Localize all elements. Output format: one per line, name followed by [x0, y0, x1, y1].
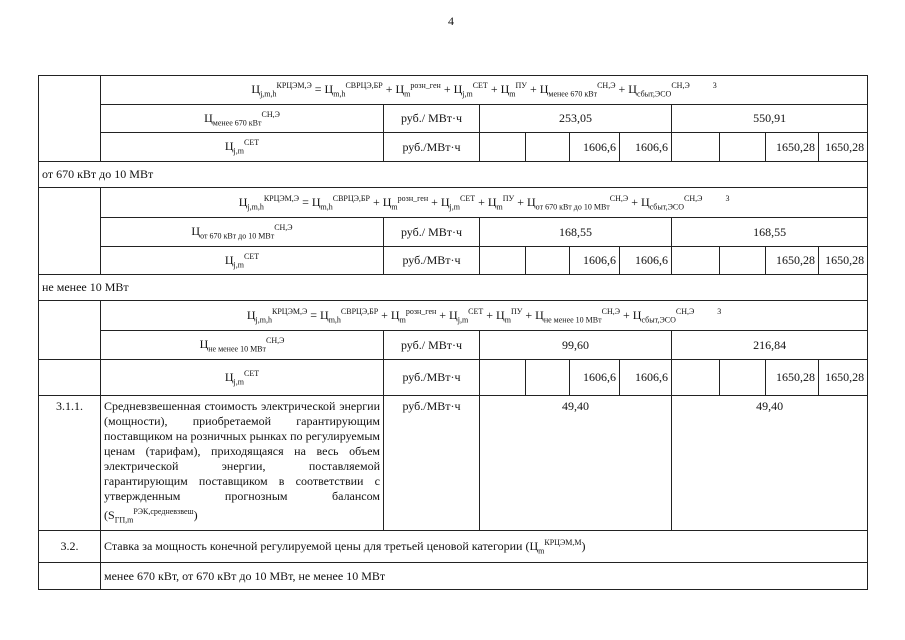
value-cell: 1650,28	[766, 247, 819, 275]
value-cell: 49,40	[672, 396, 868, 531]
row-number: 3.1.1.	[39, 396, 101, 531]
value-cell: 1650,28	[766, 133, 819, 162]
value-cell: 1606,6	[620, 360, 672, 396]
set-symbol: $Ц_{j,m}^{СЕТ}$	[101, 133, 384, 162]
section-label: от 670 кВт до 10 МВт	[39, 162, 868, 188]
unit-cell: руб./ МВт·ч	[384, 105, 480, 133]
row-description: Средневзвешенная стоимость электрической энергии (мощности), приобретаемой гарантирующим поставщиком на розничных рынках по регулируемым ценам (тарифам), приходящаяся на весь объем электрической энергии, поставляемой гарантирующим поставщиком в соответствии с утвержденным прогнозным балансом $(S_{ГП,m}^{РЭК,средневзвеш})$	[101, 396, 384, 531]
value-cell: 253,05	[480, 105, 672, 133]
set-symbol: $Ц_{j,m}^{СЕТ}$	[101, 247, 384, 275]
footnote-ref: 3	[712, 81, 717, 91]
unit-cell: руб./ МВт·ч	[384, 218, 480, 247]
page-number: 4	[448, 14, 454, 28]
value-cell: 1650,28	[766, 360, 819, 396]
row-description: Ставка за мощность конечной регулируемой цены для третьей ценовой категории $(Ц_m^{КРЦЭМ,М})$	[101, 531, 868, 563]
unit-cell: руб./МВт·ч	[384, 396, 480, 531]
formula-row: $Ц_{j,m,h}^{КРЦЭМ,Э} = Ц_{m,h}^{СВРЦЭ,БР} + Ц_m^{розн\_ген} + Ц_{j,m}^{СЕТ} + Ц_m^{ПУ} + Ц_{от 670 кВт до 10 МВт}^{СН,Э} + Ц_{сбыт,ЭСО}^{СН,Э}$ $^3$	[101, 188, 868, 218]
tariff-table	[38, 75, 868, 590]
formula-row: $Ц_{j,m,h}^{КРЦЭМ,Э} = Ц_{m,h}^{СВРЦЭ,БР} + Ц_m^{розн\_ген} + Ц_{j,m}^{СЕТ} + Ц_m^{ПУ} + Ц_{не менее 10 МВт}^{СН,Э} + Ц_{сбыт,ЭСО}^{СН,Э}$ $^3$	[101, 301, 868, 331]
value-cell: 49,40	[480, 396, 672, 531]
value-cell: 216,84	[672, 331, 868, 360]
unit-cell: руб./МВт·ч	[384, 133, 480, 162]
sn-symbol: $Ц_{не менее 10 МВт}^{СН,Э}$	[101, 331, 384, 360]
value-cell: 1606,6	[620, 247, 672, 275]
value-cell: 99,60	[480, 331, 672, 360]
value-cell: 1606,6	[570, 360, 620, 396]
value-cell: 168,55	[480, 218, 672, 247]
sn-symbol: $Ц_{менее 670 кВт}^{СН,Э}$	[101, 105, 384, 133]
num-cell-empty	[39, 76, 101, 162]
num-cell-empty	[39, 301, 101, 360]
section-label: не менее 10 МВт	[39, 275, 868, 301]
num-cell-empty	[39, 360, 101, 396]
footnote-ref: 3	[725, 193, 730, 203]
value-cell: 1606,6	[570, 133, 620, 162]
value-cell: 1650,28	[819, 133, 868, 162]
value-cell: 1650,28	[819, 247, 868, 275]
footnote-ref: 3	[717, 306, 722, 316]
value-cell: 1650,28	[819, 360, 868, 396]
set-symbol: $Ц_{j,m}^{СЕТ}$	[101, 360, 384, 396]
value-cell: 550,91	[672, 105, 868, 133]
num-cell-empty	[39, 188, 101, 275]
unit-cell: руб./ МВт·ч	[384, 331, 480, 360]
section-label: менее 670 кВт, от 670 кВт до 10 МВт, не менее 10 МВт	[101, 563, 868, 590]
value-cell: 1606,6	[570, 247, 620, 275]
formula-row: $Ц_{j,m,h}^{КРЦЭМ,Э} = Ц_{m,h}^{СВРЦЭ,БР} + Ц_m^{розн\_ген} + Ц_{j,m}^{СЕТ} + Ц_m^{ПУ} + Ц_{менее 670 кВт}^{СН,Э} + Ц_{сбыт,ЭСО}^{СН,Э}$ $^3$	[101, 76, 868, 105]
value-cell: 168,55	[672, 218, 868, 247]
value-cell: 1606,6	[620, 133, 672, 162]
num-cell-empty	[39, 563, 101, 590]
unit-cell: руб./МВт·ч	[384, 360, 480, 396]
unit-cell: руб./МВт·ч	[384, 247, 480, 275]
row-number: 3.2.	[39, 531, 101, 563]
sn-symbol: $Ц_{от 670 кВт до 10 МВт}^{СН,Э}$	[101, 218, 384, 247]
